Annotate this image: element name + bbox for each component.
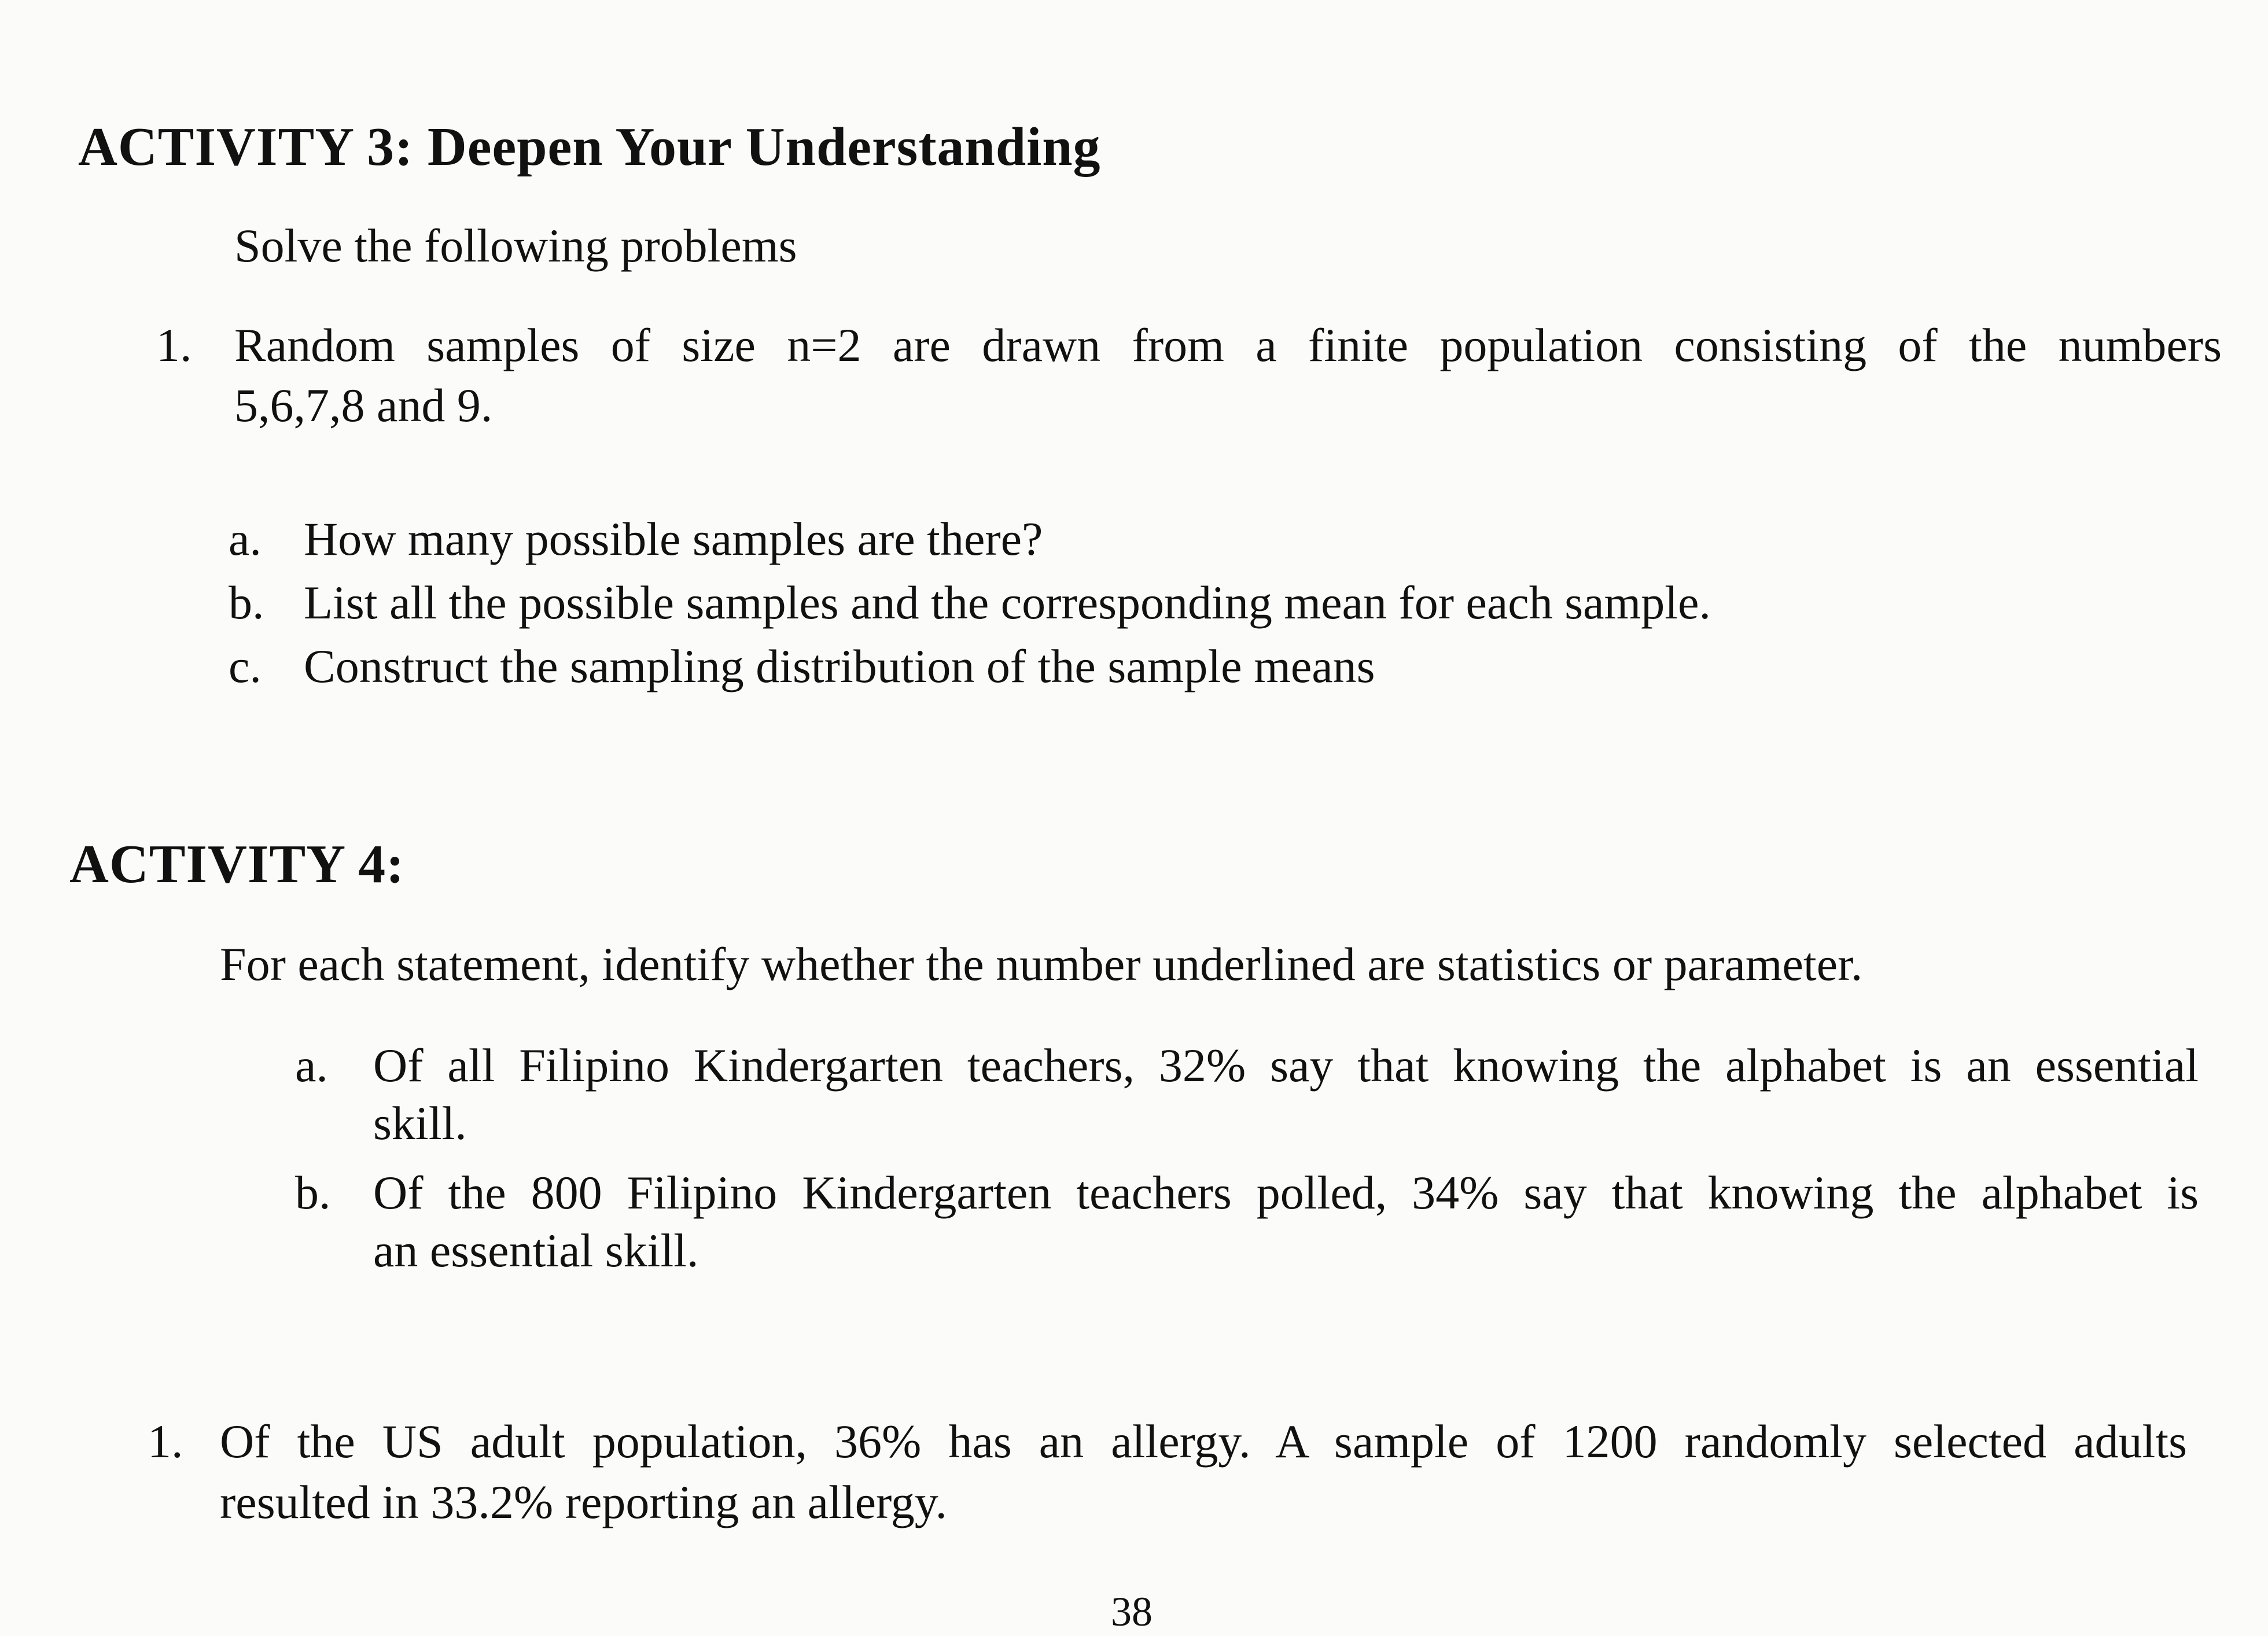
problem-1-item-b-marker: b. [229, 576, 264, 629]
activity-4-problem-1-number: 1. [148, 1415, 183, 1468]
problem-1-line-1: Random samples of size n=2 are drawn from a finite population consisting of the numbers [234, 319, 2222, 371]
problem-1-item-a-marker: a. [229, 513, 262, 565]
activity-4-instruction: For each statement, identify whether the number underlined are statistics or parameter. [220, 938, 1863, 990]
problem-1-line-2: 5,6,7,8 and 9. [234, 379, 493, 432]
problem-1-item-c-marker: c. [229, 640, 262, 692]
statement-a-line-1: Of all Filipino Kindergarten teachers, 32% say that knowing the alphabet is an essential [373, 1039, 2199, 1092]
activity-3-instruction: Solve the following problems [234, 219, 797, 272]
statement-b-marker: b. [295, 1166, 331, 1219]
problem-1-item-b-text: List all the possible samples and the corresponding mean for each sample. [304, 576, 1711, 629]
statement-b-line-1: Of the 800 Filipino Kindergarten teachers polled, 34% say that knowing the alphabet is [373, 1166, 2199, 1219]
activity-4-heading: ACTIVITY 4: [69, 834, 405, 894]
problem-1-item-c-text: Construct the sampling distribution of the sample means [304, 640, 1375, 692]
statement-b-line-2: an essential skill. [373, 1224, 699, 1277]
statement-a-marker: a. [295, 1039, 328, 1092]
problem-1-number: 1. [156, 319, 192, 371]
activity-4-problem-1-line-1: Of the US adult population, 36% has an allergy. A sample of 1200 randomly selected adults [220, 1415, 2187, 1468]
activity-4-problem-1-line-2: resulted in 33.2% reporting an allergy. [220, 1476, 947, 1528]
page-number: 38 [1111, 1589, 1153, 1635]
problem-1-item-a-text: How many possible samples are there? [304, 513, 1043, 565]
activity-3-heading: ACTIVITY 3: Deepen Your Understanding [78, 117, 1101, 177]
statement-a-line-2: skill. [373, 1097, 467, 1149]
